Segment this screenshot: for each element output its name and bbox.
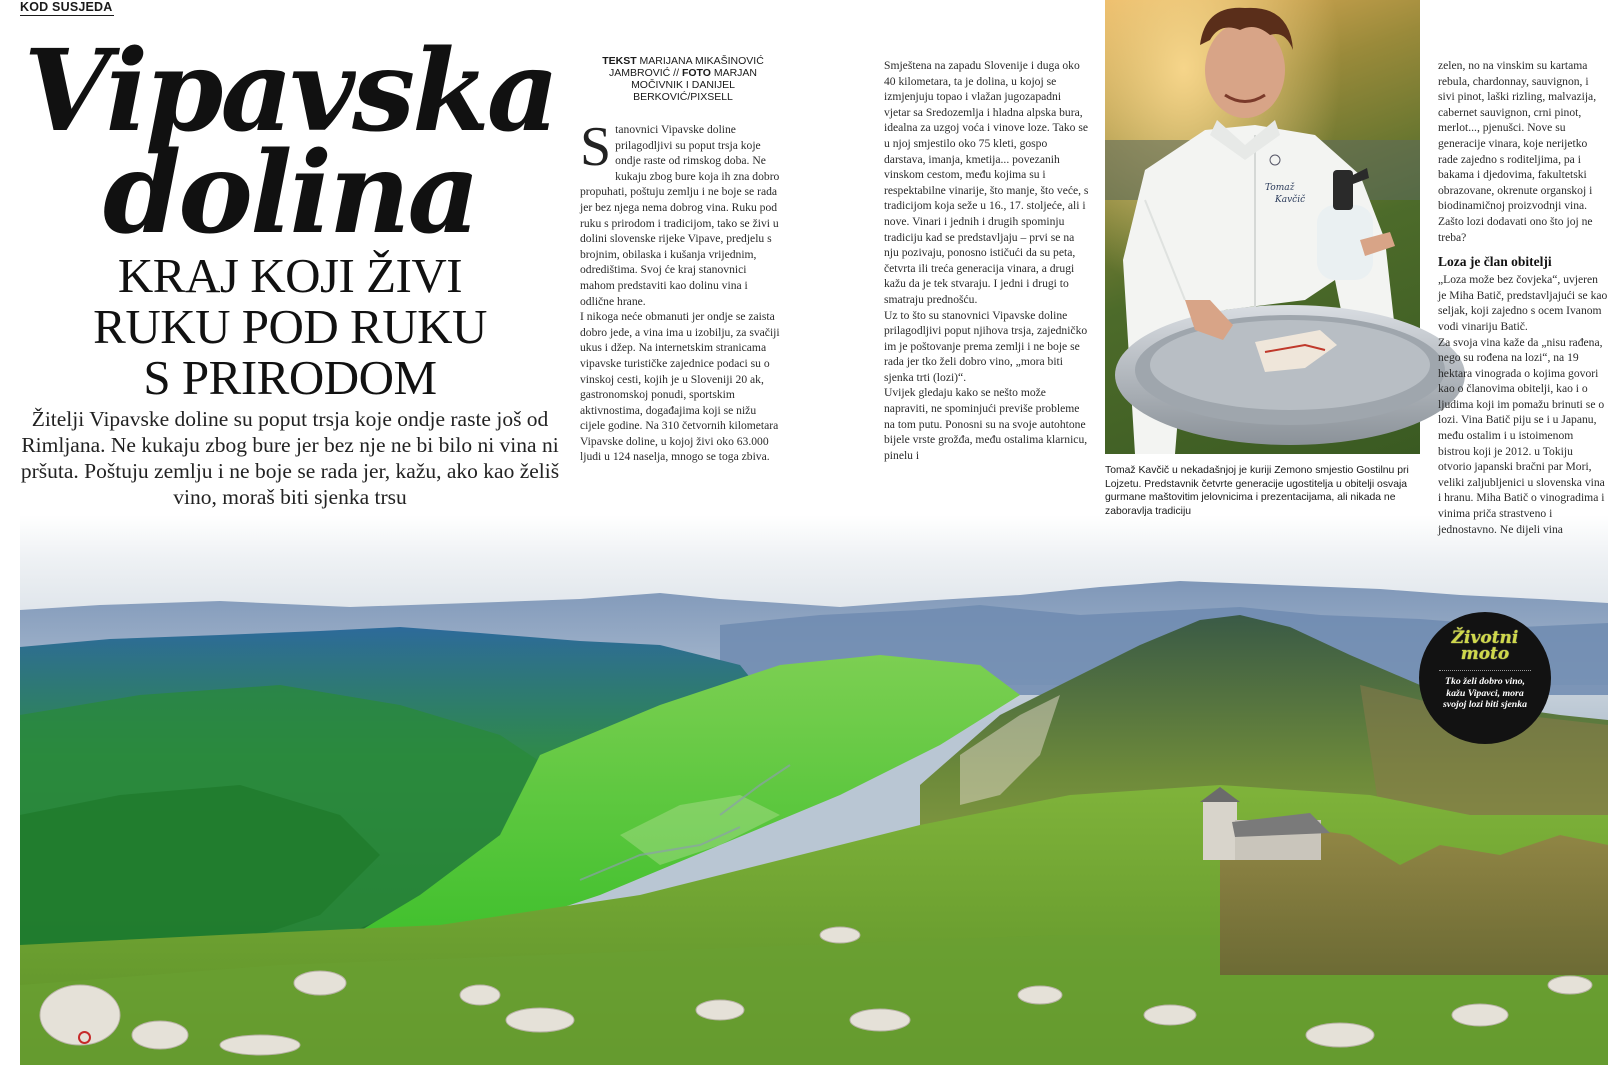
subtitle-line2: RUKU POD RUKU (93, 299, 487, 354)
lead-paragraph: Žitelji Vipavske doline su poput trsja koje ondje raste još od Rimljana. Ne kukaju zbog bure jer bez nje ne bi bilo ni vina ni pršuta. Poštuju zemlju i ne boje se rada jer, kažu, ako kao želiš vino, moraš biti sjenka trsu (20, 407, 560, 509)
photo-caption: Tomaž Kavčič u nekadašnjoj je kuriji Zemono smjestio Gostilnu pri Lojzetu. Predstavnik četvrte generacije ugostitelja u obitelji osvaja gurmane maštovitim jelovnicima i prezentacijama, ali nikada ne zaboravlja tradiciju (1105, 465, 1409, 517)
column3-paragraph1: zelen, no na vinskim su kartama rebula, chardonnay, sauvignon, i sivi pinot, laški rizling, malvazija, cabernet sauvignon, crni pinot, merlot..., pjenušci. Nove su generacije vinara, koje nerijetko rade zajedno s roditeljima, pa i bakama i djedovima, fakultetski obrazovane, okrenute organskoj i biodinamičnoj proizvodnji vina. Zašto lozi dodavati ono što joj ne treba? (1438, 59, 1597, 244)
credit-text-label: TEKST (602, 55, 637, 67)
headline-subtitle (20, 250, 560, 403)
column2-paragraph3: Uvijek gledaju kako se nešto može napraviti, ne spominjući previše probleme na tom putu. Ponosni su na svoje autohtone bijele vrste grožđa, među ostalima klarnicu, pinelu i (884, 386, 1088, 462)
jacket-embroidery-line1: Tomaž (1265, 183, 1295, 193)
subtitle-line1: KRAJ KOJI ŽIVI (117, 248, 463, 303)
headline-title-line1: Vipavska (23, 26, 557, 157)
body-column-3 (1438, 58, 1608, 536)
chef-photo (1105, 0, 1420, 454)
badge-divider (1439, 670, 1531, 671)
subtitle-line3: S PRIRODOM (143, 350, 437, 405)
body-column-1 (580, 116, 780, 522)
motto-badge (1419, 612, 1551, 744)
section-label: KOD SUSJEDA (20, 0, 113, 14)
column1-paragraph1-text: tanovnici Vipavske doline prilagodljivi su poput trsja koje ondje raste od rimskog doba. Ne kukaju zbog bure koja ih zna dobro propuhati, poštuju zemlju i ne boje se rada jer bez njega nema dobrog vina. Ruku pod ruku s prirodom i tradicijom, tako se živi u dolini slovenske rijeke Vipave, predjelu s brojnim, obilaska i kušanja vrijednim, odredištima. Svoj će kraj stanovnici mahom predstaviti kao dolinu vina i odlične hrane. (580, 123, 780, 308)
headline-title-line2: dolina (102, 128, 478, 259)
badge-text: Tko želi dobro vino, kažu Vipavci, mora svojoj lozi biti sjenka (1442, 676, 1528, 710)
chef-illustration (1105, 0, 1420, 454)
page-end-marker (78, 1031, 91, 1044)
column3-paragraph2: „Loza može bez čovjeka“, uvjeren je Miha Batič, predstavljajući se kao seljak, koji zajedno s ocem Ivanom vodi vinariju Batič. (1438, 273, 1608, 333)
column3-paragraph3: Za svoja vina kaže da „nisu rađena, nego su rođena na lozi“, na 19 hektara vinograda o kojima govori kao o članovima obitelji, kao i o ljudima koji im pomažu brinuti se o lozi. Vina Batič piju se i u Japanu, među ostalim i u istoimenom bistrou koji je 2012. u Tokiju otvorio japanski bračni par Mori, veliki zaljubljenici u slovenska vina i hranu. Miha Batič o vinogradima i vinima priča strastveno i jednostavno. Ne dijeli vina (1438, 335, 1605, 536)
column1-paragraph1 (580, 116, 780, 309)
column3-subheading: Loza je član obitelji (1438, 254, 1552, 270)
badge-title (1419, 630, 1551, 662)
jacket-embroidery-line2: Kavčič (1275, 195, 1306, 205)
badge-title-line1: Životni (1451, 628, 1519, 648)
credit-separator: // (673, 67, 680, 79)
landscape-illustration (20, 515, 1608, 1065)
body-column-2 (884, 58, 1090, 518)
article-credits (588, 55, 778, 103)
column1-paragraph2: I nikoga neće obmanuti jer ondje se zaista dobro jede, a vina ima u izobilju, za svačiji ukus i džep. Na internetskim stranicama vipavske turističke zajednice podaci su o vinskoj cesti, kojih je u Sloveniji 20 ak, gastronomskoj ponudi, sportskim aktivnostima, događajima koji se nižu cijele godine. Na 310 četvornih kilometara Vipavske doline, u kojoj živi oko 63.000 ljudi u 124 naselja, mnogo se toga zbiva. (580, 310, 780, 464)
credit-photo-authors: MARJAN MOČIVNIK I DANIJEL BERKOVIĆ/PIXSELL (631, 67, 758, 103)
badge-title-line2: moto (1460, 644, 1510, 664)
credit-text-author: MARIJANA MIKAŠINOVIĆ JAMBROVIĆ (608, 55, 764, 79)
valley-landscape-photo (20, 515, 1608, 1065)
column2-paragraph2: Uz to što su stanovnici Vipavske doline prilagodljivi poput njihova trsja, zajedničko im je poštovanje prema zemlji i ne boje se rada jer tko želi dobro vino, „mora biti sjenka trti (lozi)“. (884, 308, 1088, 384)
dropcap: S (580, 116, 612, 178)
column2-paragraph1: Smještena na zapadu Slovenije i duga oko 40 kilometara, ta je dolina, u kojoj se izmjenjuju topao i vlažan jugozapadni vjetar sa Sredozemlja i hladna alpska bura, idealna za uzgoj voća i vinove loze. Tako se u njoj smjestilo oko 75 kleti, gospo darstava, imanja, kmetija... povezanih vinskom cestom, među kojima su i respektabilne vinarije, što manje, što veće, s tradicijom koja seže u 16., 17. stoljeće, ali i nove. Vinari i jednih i drugih spominju tradiciju kad se predstavljaju – prvi se na nju pozivaju, ponosno ističući da su peta, četvrta ili treća generacija vinara, a drugi kažu da je tek stvaraju. I jedni i drugi to smatraju prednošću. (884, 59, 1089, 306)
credit-photo-label: FOTO (681, 67, 711, 79)
